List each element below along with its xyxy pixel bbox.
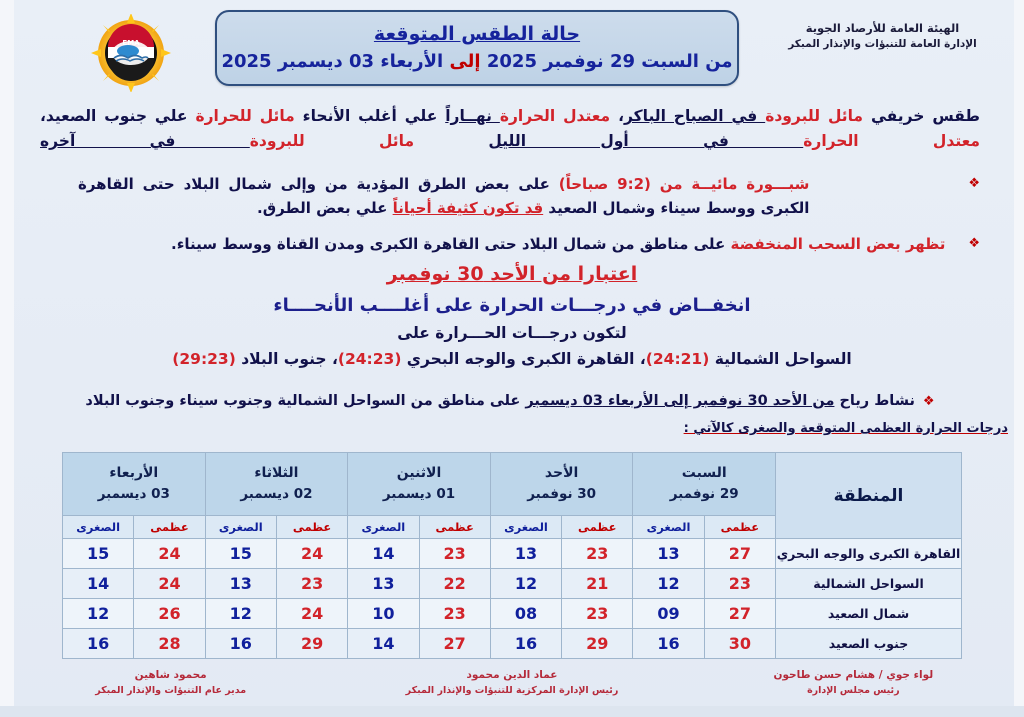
day-name-4: الأربعاء xyxy=(109,465,159,482)
wind-text xyxy=(85,390,915,413)
date-range-to: الأربعاء 03 ديسمبر 2025 xyxy=(221,50,450,72)
intro-seg-8: مائل للحرارة xyxy=(195,107,295,125)
subheader-max-4: عظمى xyxy=(134,516,205,539)
table-row xyxy=(63,629,962,659)
bullet-1-seg-3: قد تكون كثيفة أحياناً xyxy=(392,199,544,218)
notice-ranges xyxy=(0,348,1024,370)
bullet-1-seg-4: علي بعض الطرق. xyxy=(257,199,393,218)
column-header-day-3 xyxy=(205,453,348,516)
day-date-4: 03 ديسمبر xyxy=(97,486,170,503)
day-date-3: 02 ديسمبر xyxy=(240,486,313,503)
footer-signature-central-head xyxy=(341,664,682,698)
bullet-text-clouds xyxy=(40,232,959,256)
diamond-bullet-icon: ❖ xyxy=(922,394,935,409)
wind-activity-item xyxy=(40,390,980,413)
intro-seg-12: مائل للبرودة xyxy=(249,132,489,151)
row-region-1: السواحل الشمالية xyxy=(776,569,962,599)
cell-max-2-0: 27 xyxy=(704,599,775,629)
cell-min-0-1: 13 xyxy=(490,539,561,569)
list-item xyxy=(40,172,980,221)
footer-role-0: رئيس مجلس الإدارة xyxy=(807,684,900,696)
cell-max-0-3: 24 xyxy=(276,539,347,569)
cell-max-2-1: 23 xyxy=(562,599,633,629)
temperature-drop-notice xyxy=(0,262,1024,371)
cell-max-1-0: 23 xyxy=(704,569,775,599)
subheader-min-4: الصغرى xyxy=(63,516,134,539)
subheader-max-2: عظمى xyxy=(419,516,490,539)
date-range-subtitle xyxy=(221,52,732,73)
bullet-2-seg-1: تظهر بعض السحب المنخفضة xyxy=(730,234,946,253)
subheader-min-3: الصغرى xyxy=(205,516,276,539)
intro-seg-4: ، xyxy=(610,107,624,125)
cell-min-1-0: 12 xyxy=(633,569,704,599)
cell-max-3-4: 28 xyxy=(134,629,205,659)
subheader-min-1: الصغرى xyxy=(490,516,561,539)
cell-min-0-4: 15 xyxy=(63,539,134,569)
notice-subline: لتكون درجـــات الحـــرارة على xyxy=(397,324,627,343)
cell-max-1-4: 24 xyxy=(134,569,205,599)
cell-min-2-3: 12 xyxy=(205,599,276,629)
range-label-north-coast: السواحل الشمالية xyxy=(709,350,852,369)
day-name-0: السبت xyxy=(681,465,727,482)
cell-min-1-2: 13 xyxy=(348,569,419,599)
cell-min-3-0: 16 xyxy=(633,629,704,659)
notice-headline: انخفــاض في درجـــات الحرارة على أغلــــب الأنحــــاء xyxy=(273,294,751,316)
table-caption: درجات الحرارة العظمى المتوقعة والصغرى كالآتي : xyxy=(683,421,1008,436)
intro-seg-10: معتدل الحرارة xyxy=(803,132,980,151)
footer-role-1: رئيس الإدارة المركزية للتنبؤات والإنذار المبكر xyxy=(405,684,619,696)
day-name-3: الثلاثاء xyxy=(254,465,299,482)
document-footer xyxy=(0,664,1024,712)
date-range-connector: إلى xyxy=(449,50,481,72)
cell-max-3-0: 30 xyxy=(704,629,775,659)
intro-seg-5: معتدل الحرارة xyxy=(499,107,611,125)
intro-seg-11: في أول الليل xyxy=(488,132,804,151)
footer-bar xyxy=(0,706,1024,717)
bullet-2-seg-2: على مناطق من شمال البلاد حتى القاهرة الكبرى ومدن القناة ووسط سيناء. xyxy=(171,234,731,253)
bullet-list xyxy=(40,172,980,267)
cell-min-2-1: 08 xyxy=(490,599,561,629)
department-name: الإدارة العامة للتنبؤات والإنذار المبكر xyxy=(788,37,977,50)
title-box xyxy=(215,10,739,86)
intro-seg-1: طقس خريفي xyxy=(863,107,980,125)
intro-seg-13: في آخره xyxy=(40,132,250,151)
row-region-0: القاهرة الكبرى والوجه البحري xyxy=(776,539,962,569)
cell-max-0-0: 27 xyxy=(704,539,775,569)
summary-paragraph xyxy=(40,104,980,154)
column-header-day-4 xyxy=(63,453,206,516)
cell-max-3-1: 29 xyxy=(562,629,633,659)
subheader-max-1: عظمى xyxy=(562,516,633,539)
cell-min-3-1: 16 xyxy=(490,629,561,659)
row-region-2: شمال الصعيد xyxy=(776,599,962,629)
cell-min-3-2: 14 xyxy=(348,629,419,659)
cell-max-1-1: 21 xyxy=(562,569,633,599)
range-label-south: ، جنوب البلاد xyxy=(235,350,338,369)
page-title: حالة الطقس المتوقعة xyxy=(373,22,581,45)
day-name-2: الاثنين xyxy=(396,465,442,482)
list-item xyxy=(40,232,980,256)
diamond-bullet-icon: ❖ xyxy=(968,235,980,251)
footer-signature-chairman xyxy=(683,664,1024,698)
cell-min-1-3: 13 xyxy=(205,569,276,599)
cell-max-3-2: 27 xyxy=(419,629,490,659)
cell-max-2-4: 26 xyxy=(134,599,205,629)
row-region-3: جنوب الصعيد xyxy=(776,629,962,659)
column-header-region: المنطقة xyxy=(776,453,962,539)
intro-seg-7: علي أغلب الأنحاء xyxy=(294,107,446,125)
column-header-day-1 xyxy=(490,453,633,516)
cell-max-3-3: 29 xyxy=(276,629,347,659)
ema-logo-icon xyxy=(72,14,190,92)
cell-max-1-2: 22 xyxy=(419,569,490,599)
cell-min-1-1: 12 xyxy=(490,569,561,599)
bullet-text-fog xyxy=(40,172,959,221)
cell-max-0-4: 24 xyxy=(134,539,205,569)
date-range-from: من السبت 29 نوفمبر 2025 xyxy=(480,50,733,72)
day-date-1: 30 نوفمبر xyxy=(527,486,597,503)
cell-min-1-4: 14 xyxy=(63,569,134,599)
svg-text:EMA: EMA xyxy=(122,39,140,47)
cell-min-3-4: 16 xyxy=(63,629,134,659)
temperature-table xyxy=(62,452,962,659)
column-header-day-2 xyxy=(348,453,491,516)
cell-min-3-3: 16 xyxy=(205,629,276,659)
subheader-max-3: عظمى xyxy=(276,516,347,539)
day-name-1: الأحد xyxy=(544,465,579,482)
day-date-2: 01 ديسمبر xyxy=(382,486,456,503)
cell-max-1-3: 23 xyxy=(276,569,347,599)
organization-name: الهيئة العامة للأرصاد الجوية xyxy=(805,21,960,35)
document-header xyxy=(0,0,1024,96)
diamond-bullet-icon: ❖ xyxy=(968,176,980,191)
cell-max-0-1: 23 xyxy=(562,539,633,569)
wind-seg-4: مناطق من السواحل الشمالية وجنوب سيناء وجنوب البلاد xyxy=(85,393,490,409)
cell-min-2-2: 10 xyxy=(348,599,419,629)
column-header-day-0 xyxy=(633,453,776,516)
bullet-1-seg-2: على بعض الطرق المؤدية من وإلى شمال البلاد حتى القاهرة الكبرى ووسط سيناء وشمال الصعيد xyxy=(78,175,810,218)
table-row xyxy=(63,539,962,569)
day-date-0: 29 نوفمبر xyxy=(669,486,739,503)
subheader-min-0: الصغرى xyxy=(633,516,704,539)
range-value-south: (29:23) xyxy=(172,350,236,369)
intro-seg-9: علي جنوب الصعيد، xyxy=(40,107,196,125)
table-header-days xyxy=(63,453,962,516)
wind-seg-1: نشاط رياح xyxy=(834,393,915,409)
cell-min-2-0: 09 xyxy=(633,599,704,629)
cell-min-0-3: 15 xyxy=(205,539,276,569)
cell-min-0-0: 13 xyxy=(633,539,704,569)
cell-max-2-2: 23 xyxy=(419,599,490,629)
notice-effective-date: اعتبارا من الأحد 30 نوفمبر xyxy=(386,263,638,285)
cell-max-0-2: 23 xyxy=(419,539,490,569)
table-row xyxy=(63,599,962,629)
range-label-cairo-delta: ، القاهرة الكبرى والوجه البحري xyxy=(401,350,646,369)
range-value-cairo-delta: (24:23) xyxy=(337,350,402,369)
footer-name-0: لواء جوي / هشام حسن طاحون xyxy=(773,669,934,681)
intro-seg-2: مائل للبرودة xyxy=(765,107,864,125)
wind-seg-2: من الأحد 30 نوفمبر إلى الأربعاء 03 ديسمبر xyxy=(525,393,835,409)
footer-name-2: محمود شاهين xyxy=(134,669,207,681)
organization-block xyxy=(755,20,1010,52)
footer-name-1: عماد الدين محمود xyxy=(466,669,558,681)
footer-signature-director xyxy=(0,664,341,698)
footer-role-2: مدير عام التنبؤات والإنذار المبكر xyxy=(95,684,247,696)
wind-seg-3: على xyxy=(489,393,526,409)
cell-min-0-2: 14 xyxy=(348,539,419,569)
range-value-north-coast: (24:21) xyxy=(645,350,710,369)
subheader-max-0: عظمى xyxy=(704,516,775,539)
table-row xyxy=(63,569,962,599)
intro-seg-3: في الصباح الباكر xyxy=(623,107,766,125)
subheader-min-2: الصغرى xyxy=(348,516,419,539)
bullet-1-seg-1: شبـــورة مائيــة من (9:2 صباحاً) xyxy=(558,175,810,193)
intro-seg-6: نهــاراً xyxy=(445,107,500,125)
cell-min-2-4: 12 xyxy=(63,599,134,629)
cell-max-2-3: 24 xyxy=(276,599,347,629)
